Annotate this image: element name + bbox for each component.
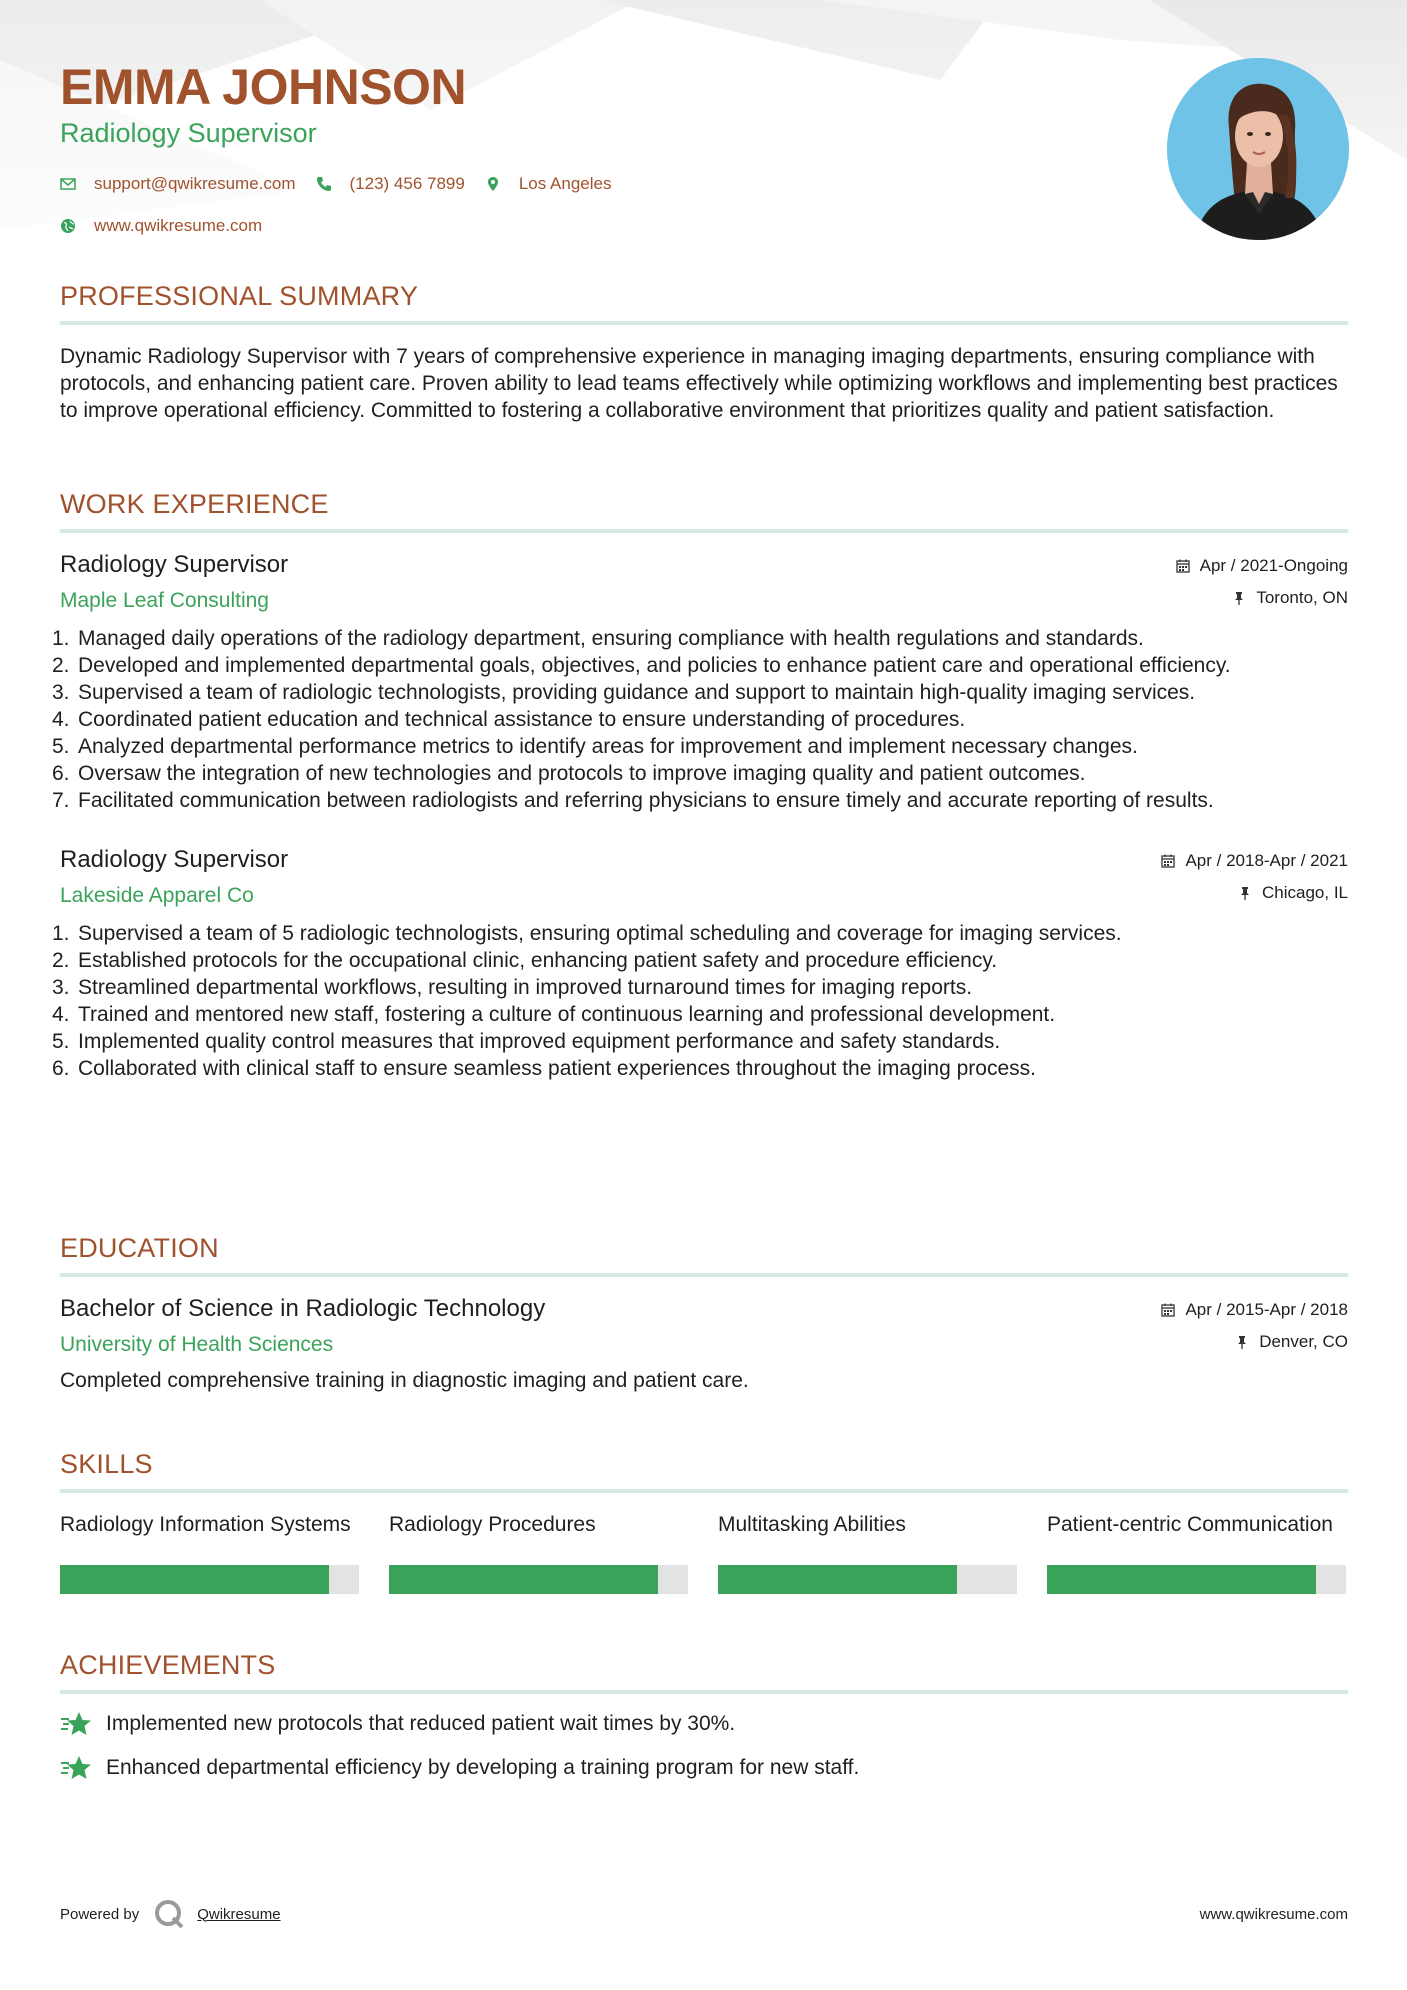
email-item[interactable] xyxy=(60,174,296,194)
candidate-name: EMMA JOHNSON xyxy=(60,59,467,115)
bullet-number: 2. xyxy=(52,949,70,972)
bullet-number: 6. xyxy=(52,1057,70,1080)
phone-icon xyxy=(316,176,332,192)
calendar-icon xyxy=(1176,559,1190,573)
job-location xyxy=(1176,589,1348,607)
pushpin-icon xyxy=(1238,886,1252,900)
bullet-text: Trained and mentored new staff, fostering a culture of continuous learning and professional development. xyxy=(78,1003,1056,1026)
job-bullet xyxy=(52,679,1348,706)
summary-section xyxy=(60,281,1348,424)
bullet-text: Implemented quality control measures that improved equipment performance and safety standards. xyxy=(78,1030,1001,1053)
experience-section xyxy=(52,489,1348,1082)
bullet-number: 5. xyxy=(52,735,70,758)
phone-item[interactable] xyxy=(316,174,465,194)
bullet-number: 3. xyxy=(52,976,70,999)
education-description: Completed comprehensive training in diagnostic imaging and patient care. xyxy=(60,1369,749,1392)
skill-level-fill xyxy=(1047,1565,1316,1594)
bullet-text: Established protocols for the occupational clinic, enhancing patient safety and procedure efficiency. xyxy=(78,949,998,972)
job-entry xyxy=(52,551,1348,814)
skill-item xyxy=(60,1511,359,1594)
achievements-section xyxy=(60,1650,1348,1782)
school-name: University of Health Sciences xyxy=(60,1333,334,1356)
education-location-text: Denver, CO xyxy=(1259,1332,1348,1351)
education-dates-text: Apr / 2015-Apr / 2018 xyxy=(1185,1300,1348,1319)
job-bullet xyxy=(52,706,1348,733)
job-bullet xyxy=(52,974,1348,1001)
skills-heading: SKILLS xyxy=(60,1449,153,1479)
bullet-text: Managed daily operations of the radiology department, ensuring compliance with health regulations and standards. xyxy=(78,627,1144,650)
job-entry xyxy=(52,846,1348,1082)
bullet-number: 2. xyxy=(52,654,70,677)
job-title: Radiology Supervisor xyxy=(60,846,289,873)
profile-photo xyxy=(1167,58,1349,240)
bullet-text: Analyzed departmental performance metrics to identify areas for improvement and implement necessary changes. xyxy=(78,735,1138,758)
summary-heading: PROFESSIONAL SUMMARY xyxy=(60,281,419,311)
skill-level-fill xyxy=(718,1565,957,1594)
website-item[interactable] xyxy=(60,216,262,236)
job-bullet xyxy=(52,652,1348,679)
footer-powered-by xyxy=(60,1898,281,1930)
skill-item xyxy=(1047,1511,1346,1594)
job-dates xyxy=(1161,852,1348,870)
education-location xyxy=(1161,1333,1348,1351)
job-bullet xyxy=(52,760,1348,787)
job-bullet xyxy=(52,1028,1348,1055)
location-text: Los Angeles xyxy=(518,174,612,193)
achievements-heading: ACHIEVEMENTS xyxy=(60,1650,276,1680)
skill-level-fill xyxy=(60,1565,329,1594)
skill-name: Multitasking Abilities xyxy=(718,1513,906,1536)
powered-by-label: Powered by xyxy=(60,1905,140,1923)
bullet-number: 5. xyxy=(52,1030,70,1053)
star-icon xyxy=(60,1710,92,1738)
job-meta xyxy=(1176,557,1348,607)
achievements-list xyxy=(60,1710,1348,1782)
footer xyxy=(60,1898,1348,1930)
section-divider xyxy=(60,321,1348,325)
pushpin-icon xyxy=(1235,1335,1249,1349)
skill-name: Radiology Procedures xyxy=(389,1513,596,1536)
bullet-text: Developed and implemented departmental goals, objectives, and policies to enhance patient care and operational efficiency. xyxy=(78,654,1231,677)
achievement-text: Implemented new protocols that reduced patient wait times by 30%. xyxy=(106,1712,736,1735)
footer-website[interactable]: www.qwikresume.com xyxy=(1199,1905,1348,1923)
bullet-number: 1. xyxy=(52,922,70,945)
job-dates-text: Apr / 2018-Apr / 2021 xyxy=(1185,851,1348,870)
job-location-text: Toronto, ON xyxy=(1256,588,1348,607)
summary-text: Dynamic Radiology Supervisor with 7 years of comprehensive experience in managing imaging departments, ensuring compliance with protocols, and enhancing patient care. Proven ability to lead teams effectively while optimizing workflows and implementing best practices to improve operational efficiency. Committed to fostering a collaborative environment that prioritizes quality and patient satisfaction. xyxy=(60,345,1338,422)
bullet-text: Coordinated patient education and technical assistance to ensure understanding of procedures. xyxy=(78,708,966,731)
section-divider xyxy=(60,1273,1348,1277)
bullet-text: Collaborated with clinical staff to ensure seamless patient experiences throughout the imaging process. xyxy=(78,1057,1036,1080)
candidate-title: Radiology Supervisor xyxy=(60,118,317,148)
bullet-text: Oversaw the integration of new technologies and protocols to improve imaging quality and patient outcomes. xyxy=(78,762,1086,785)
job-bullet xyxy=(52,947,1348,974)
skills-section xyxy=(60,1449,1348,1594)
job-bullet xyxy=(52,1001,1348,1028)
bullet-text: Streamlined departmental workflows, resulting in improved turnaround times for imaging reports. xyxy=(78,976,973,999)
bullet-number: 4. xyxy=(52,708,70,731)
bullet-text: Supervised a team of radiologic technologists, providing guidance and support to maintain high-quality imaging services. xyxy=(78,681,1196,704)
degree-title: Bachelor of Science in Radiologic Technology xyxy=(60,1295,546,1322)
job-title: Radiology Supervisor xyxy=(60,551,289,578)
bullet-text: Facilitated communication between radiologists and referring physicians to ensure timely and accurate reporting of results. xyxy=(78,789,1214,812)
contact-row xyxy=(60,174,631,194)
education-meta xyxy=(1161,1301,1348,1351)
skill-level-bar xyxy=(389,1565,688,1594)
bullet-number: 1. xyxy=(52,627,70,650)
job-location xyxy=(1161,884,1348,902)
experience-heading: WORK EXPERIENCE xyxy=(60,489,329,519)
section-divider xyxy=(60,529,1348,533)
skill-level-bar xyxy=(1047,1565,1346,1594)
job-location-text: Chicago, IL xyxy=(1262,883,1348,902)
job-dates-text: Apr / 2021-Ongoing xyxy=(1199,556,1348,575)
job-dates xyxy=(1176,557,1348,575)
skill-level-bar xyxy=(60,1565,359,1594)
skill-level-fill xyxy=(389,1565,658,1594)
skill-name: Patient-centric Communication xyxy=(1047,1513,1333,1536)
job-bullets xyxy=(52,625,1348,814)
skill-item xyxy=(718,1511,1017,1594)
qwikresume-logo-icon xyxy=(153,1898,185,1930)
bullet-number: 6. xyxy=(52,762,70,785)
achievement-text: Enhanced departmental efficiency by developing a training program for new staff. xyxy=(106,1756,860,1779)
education-entry xyxy=(60,1295,1348,1394)
job-bullet xyxy=(52,787,1348,814)
phone-text[interactable]: (123) 456 7899 xyxy=(349,174,465,193)
skill-name: Radiology Information Systems xyxy=(60,1513,351,1536)
achievement-item xyxy=(60,1710,1348,1738)
website-row xyxy=(60,216,282,236)
skills-list xyxy=(60,1511,1348,1594)
pushpin-icon xyxy=(1232,591,1246,605)
job-meta xyxy=(1161,852,1348,902)
website-text[interactable]: www.qwikresume.com xyxy=(94,216,263,235)
job-bullet xyxy=(52,733,1348,760)
education-heading: EDUCATION xyxy=(60,1233,219,1263)
bullet-number: 7. xyxy=(52,789,70,812)
bullet-number: 3. xyxy=(52,681,70,704)
education-section xyxy=(60,1233,1348,1394)
star-icon xyxy=(60,1754,92,1782)
brand-link[interactable]: Qwikresume xyxy=(197,1905,281,1923)
section-divider xyxy=(60,1489,1348,1493)
skill-item xyxy=(389,1511,688,1594)
achievement-item xyxy=(60,1754,1348,1782)
bullet-number: 4. xyxy=(52,1003,70,1026)
envelope-icon xyxy=(60,176,76,192)
job-bullet xyxy=(52,920,1348,947)
job-company: Maple Leaf Consulting xyxy=(60,589,269,612)
bullet-text: Supervised a team of 5 radiologic technologists, ensuring optimal scheduling and coverage for imaging services. xyxy=(78,922,1122,945)
section-divider xyxy=(60,1690,1348,1694)
map-pin-icon xyxy=(485,176,501,192)
job-bullet xyxy=(52,625,1348,652)
calendar-icon xyxy=(1161,854,1175,868)
job-bullet xyxy=(52,1055,1348,1082)
email-text[interactable]: support@qwikresume.com xyxy=(94,174,296,193)
job-company: Lakeside Apparel Co xyxy=(60,884,254,907)
job-bullets xyxy=(52,920,1348,1082)
skill-level-bar xyxy=(718,1565,1017,1594)
globe-icon xyxy=(60,218,76,234)
location-item xyxy=(485,174,612,194)
education-dates xyxy=(1161,1301,1348,1319)
calendar-icon xyxy=(1161,1303,1175,1317)
